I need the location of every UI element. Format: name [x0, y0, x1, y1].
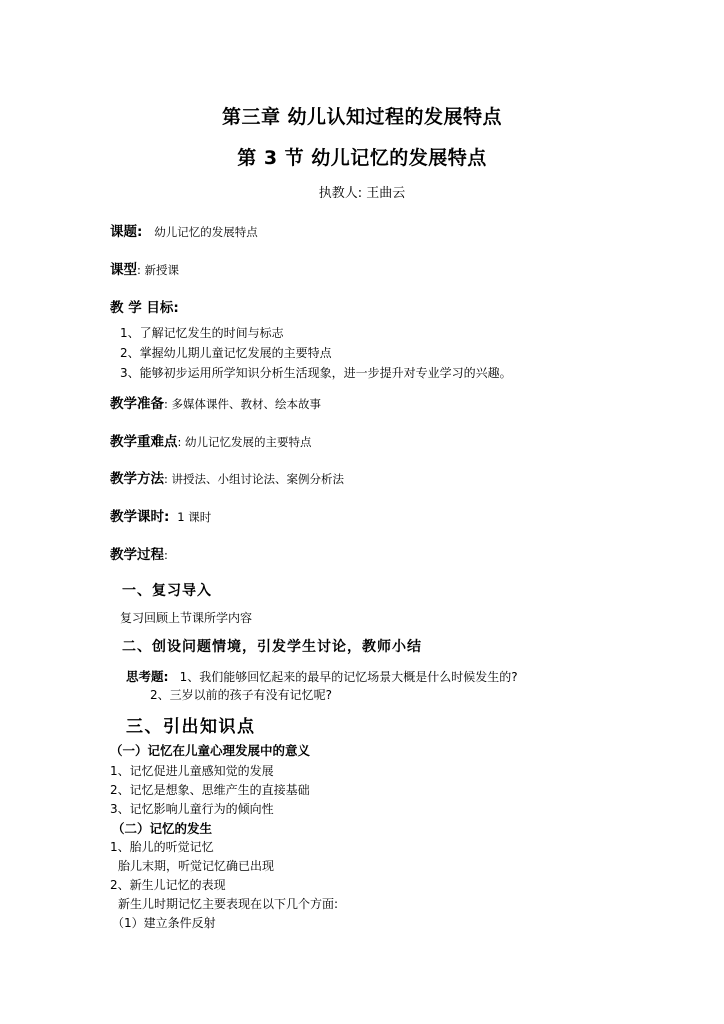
think-question: 2、三岁以前的孩子有没有记忆呢? — [150, 688, 333, 702]
hours-label: 教学课时: — [110, 509, 170, 525]
list-item: 1、记忆促进儿童感知觉的发展 — [110, 764, 274, 778]
hours-value: 1 课时 — [177, 510, 212, 524]
process-colon: : — [164, 548, 168, 562]
step1-heading: 一、复习导入 — [122, 583, 212, 599]
prep-value: : 多媒体课件、教材、绘本故事 — [164, 397, 322, 411]
hours-line — [110, 505, 211, 525]
goals-label: 教 学 目标: — [110, 300, 179, 316]
goal-item: 2、掌握幼儿期儿童记忆发展的主要特点 — [120, 346, 332, 360]
step3-heading: 三、引出知识点 — [126, 717, 256, 737]
sub2-heading: （二）记忆的发生 — [112, 821, 213, 836]
type-label: 课型 — [110, 262, 137, 278]
key-value: : 幼儿记忆发展的主要特点 — [177, 435, 312, 449]
list-item: （1）建立条件反射 — [112, 916, 216, 930]
think-line — [126, 666, 518, 685]
step1-text: 复习回顾上节课所学内容 — [120, 611, 253, 625]
method-line — [110, 467, 344, 487]
list-item: 1、胎儿的听觉记忆 — [110, 840, 214, 854]
method-value: : 讲授法、小组讨论法、案例分析法 — [164, 472, 345, 486]
prep-label: 教学准备 — [110, 396, 164, 412]
section-title: 第 3 节 幼儿记忆的发展特点 — [237, 147, 487, 169]
step2-heading: 二、创设问题情境，引发学生讨论，教师小结 — [122, 639, 422, 655]
chapter-title: 第三章 幼儿认知过程的发展特点 — [221, 106, 503, 128]
topic-value: 幼儿记忆的发展特点 — [154, 225, 258, 239]
type-value: : 新授课 — [137, 263, 180, 277]
topic-line — [110, 220, 258, 240]
teacher-line: 执教人: 王曲云 — [318, 186, 406, 201]
list-text: 新生儿时期记忆主要表现在以下几个方面: — [118, 897, 339, 911]
type-line — [110, 258, 179, 278]
list-text: 胎儿末期，听觉记忆确已出现 — [118, 859, 275, 873]
topic-label: 课题: — [110, 224, 143, 240]
goal-item: 1、了解记忆发生的时间与标志 — [120, 326, 284, 340]
list-item: 2、新生儿记忆的表现 — [110, 878, 226, 892]
key-line — [110, 430, 312, 450]
list-item: 2、记忆是想象、思维产生的直接基础 — [110, 783, 310, 797]
goal-item: 3、能够初步运用所学知识分析生活现象，进一步提升对专业学习的兴趣。 — [120, 366, 512, 380]
process-line — [110, 543, 168, 563]
process-label: 教学过程 — [110, 547, 164, 563]
list-item: 3、记忆影响儿童行为的倾向性 — [110, 802, 274, 816]
key-label: 教学重难点 — [110, 434, 178, 450]
think-question: 1、我们能够回忆起来的最早的记忆场景大概是什么时候发生的? — [179, 670, 518, 684]
prep-line — [110, 392, 321, 412]
method-label: 教学方法 — [110, 471, 164, 487]
think-label: 思考题: — [126, 669, 169, 684]
sub1-heading: （一）记忆在儿童心理发展中的意义 — [110, 743, 311, 758]
